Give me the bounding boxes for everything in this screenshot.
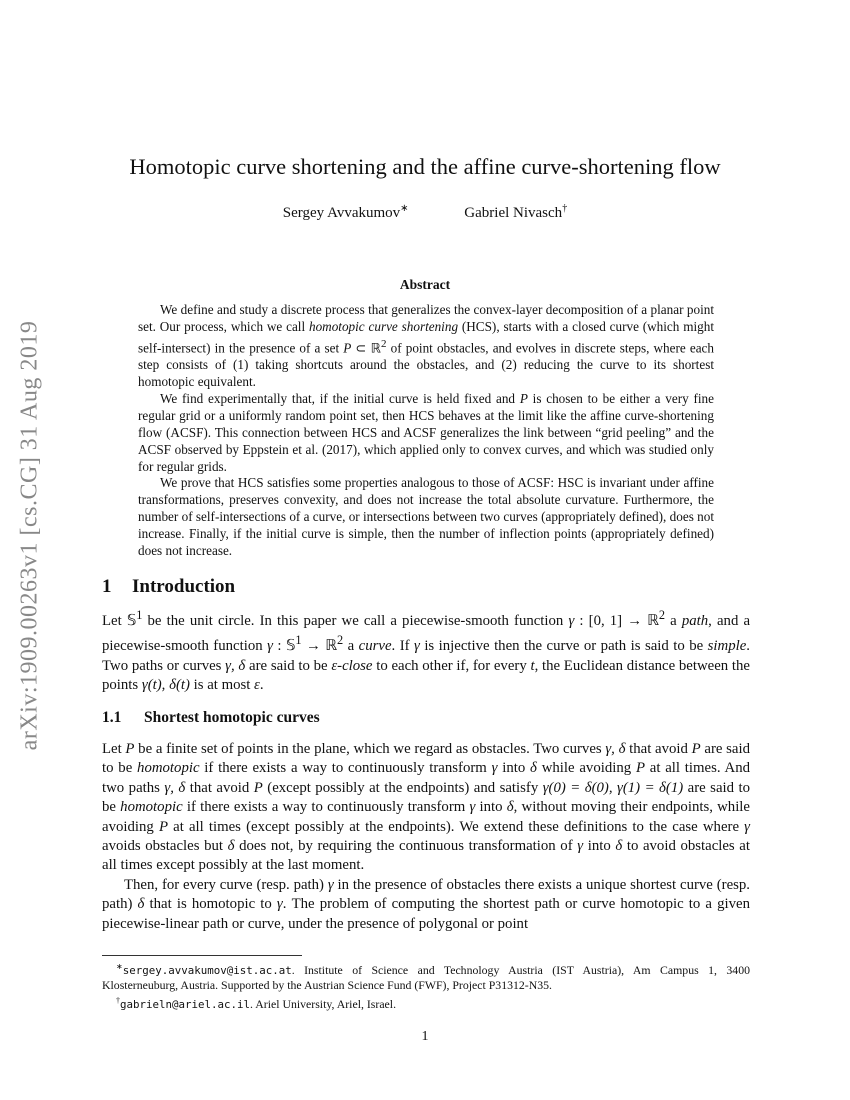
author-1 (283, 203, 409, 222)
author-2-mark: † (562, 203, 568, 214)
footnote-2-email[interactable]: gabrieln@ariel.ac.il (120, 998, 251, 1012)
shc-paragraph-1: Let P be a finite set of points in the plane, which we regard as obstacles. Two curves γ, δ that avoid P are said to be homotopic if there exists a way to continuously transform γ into δ while avoiding P at all times. And two paths γ, δ that avoid P (except possibly at the endpoints) and satisfy γ(0) = δ(0), γ(1) = δ(1) are said to be homotopic if there exists a way to continuously transform γ into δ, without moving their endpoints, while avoiding P at all times (except possibly at the endpoints). We extend these definitions to the case where γ avoids obstacles but δ does not, by requiring the continuous transformation of γ into δ to avoid obstacles at all times except possibly at the last moment. (102, 741, 751, 874)
author-2 (464, 203, 567, 222)
paper-title: Homotopic curve shortening and the affine curve-shortening flow (129, 154, 721, 179)
subsection-title: Shortest homotopic curves (144, 709, 320, 726)
abstract-heading: Abstract (399, 277, 451, 292)
footnote-1-text: . Institute of Science and Technology Austria (IST Austria), Am Campus 1, 3400 Klosterneuburg, Austria. Supported by the Austrian Science Fund (FWF), Project P31312-N35. (102, 962, 750, 993)
arxiv-id-text: arXiv:1909.00263v1 [cs.CG] 31 Aug 2019 (16, 320, 43, 750)
footnote-1 (102, 959, 750, 993)
section-title: Introduction (132, 576, 236, 597)
footnote-2 (102, 993, 750, 1012)
section-number: 1 (102, 576, 112, 597)
section-heading-introduction (102, 576, 235, 598)
author-list (120, 203, 730, 222)
footnotes (102, 959, 750, 1012)
author-2-name: Gabriel Nivasch (464, 205, 563, 221)
abstract-body (138, 302, 714, 560)
author-1-name: Sergey Avvakumov (282, 205, 401, 221)
footnote-1-mark: ∗ (116, 962, 123, 971)
shc-paragraph-2: Then, for every curve (resp. path) γ in the presence of obstacles there exists a unique shortest curve (resp. path) δ that is homotopic to γ. The problem of computing the shortest path or curve homotopic to a given piecewise-linear path or curve, under the presence of polygonal or point (102, 876, 750, 932)
shortest-homotopic-curves-body (102, 740, 750, 934)
arxiv-identifier-stamp (10, 285, 50, 785)
footnote-2-text: . Ariel University, Ariel, Israel. (250, 997, 397, 1012)
abstract-paragraph-1: We define and study a discrete process that generalizes the convex-layer decomposition of a planar point set. Our process, which we call homotopic curve shortening (HCS), starts with a closed curve (which might self-intersect) in the presence of a set P ⊂ ℝ$^2$ of point obstacles, and evolves in discrete steps, where each step consists of (1) taking shortcuts around the obstacles, and (2) reducing the curve to its shortest homotopic equivalent. (138, 302, 714, 390)
abstract-paragraph-2: We find experimentally that, if the initial curve is held fixed and P is chosen to be either a very fine regular grid or a uniformly random point set, then HCS behaves at the limit like the affine curve-shortening flow (ACSF). This connection between HCS and ACSF generalizes the link between “grid peeling” and the ACSF observed by Eppstein et al. (2017), which applied only to convex curves, and which was studied only for regular grids. (138, 390, 714, 474)
footnote-1-email[interactable]: sergey.avvakumov@ist.ac.at (122, 963, 292, 977)
page-number: 1 (421, 1029, 429, 1044)
intro-paragraph: Let 𝕊$^1$ be the unit circle. In this paper we call a piecewise-smooth function γ : [0, 1] → ℝ$^2$ a path, and a piecewise-smooth function γ : 𝕊$^1$ → ℝ$^2$ a curve. If γ is injective then the curve or path is said to be simple. Two paths or curves γ, δ are said to be ε-close to each other if, for every t, the Euclidean distance between the points γ(t), δ(t) is at most ε. (102, 608, 751, 694)
abstract-paragraph-3: We prove that HCS satisfies some properties analogous to those of ACSF: HSC is invariant under affine transformations, preserves convexity, and does not increase the total absolute curvature. Furthermore, the number of self-intersections of a curve, or intersections between two curves (appropriately defined), does not increase. Finally, if the initial curve is simple, then the number of inflection points (appropriately defined) does not increase. (138, 475, 714, 559)
author-1-mark: ∗ (400, 203, 409, 214)
footnote-divider (102, 955, 302, 956)
subsection-heading-shortest-homotopic-curves (102, 709, 320, 727)
footnote-2-mark: † (116, 996, 120, 1006)
introduction-body (102, 606, 750, 695)
subsection-number: 1.1 (102, 709, 122, 726)
